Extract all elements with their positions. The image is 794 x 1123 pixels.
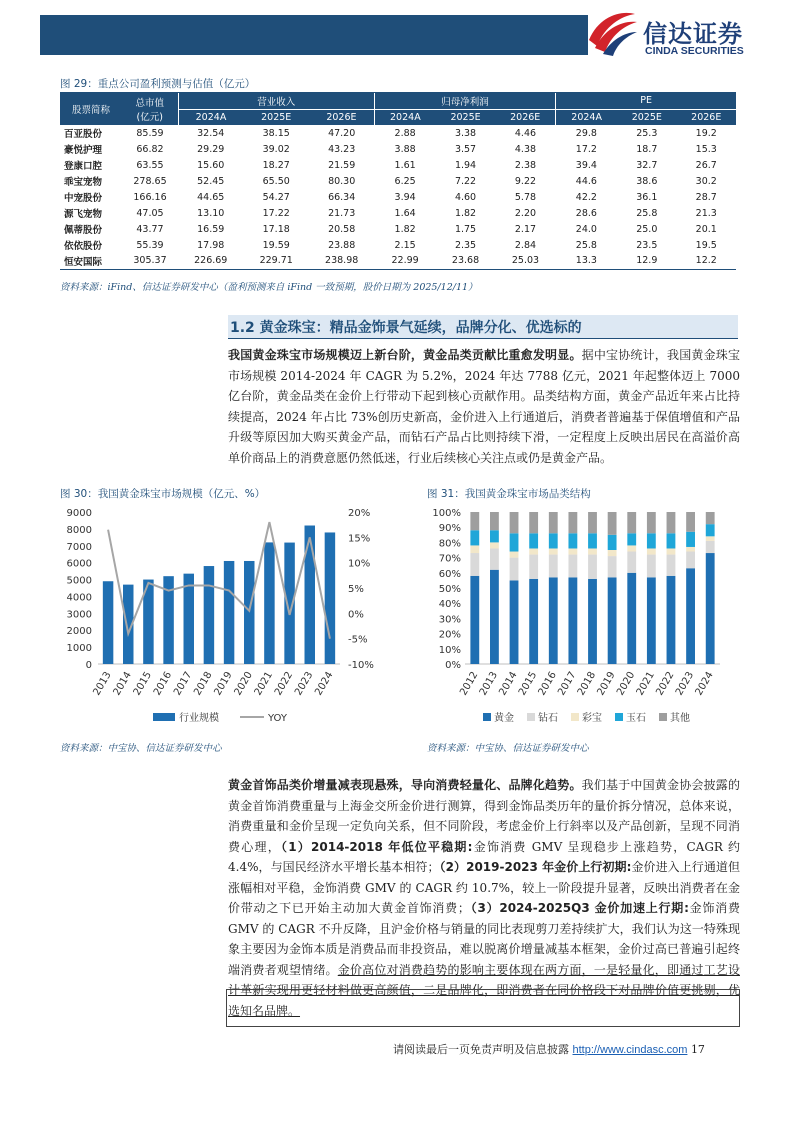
y-right-tick-label: 5% <box>348 584 364 595</box>
cell-rev: 54.27 <box>262 191 290 203</box>
para2-stage3: （3）2024-2025Q3 金价加速上行期: <box>469 901 689 915</box>
valuation-table <box>60 93 736 270</box>
cell-pe: 44.6 <box>575 175 597 187</box>
x-tick-label: 2023 <box>673 670 697 698</box>
fig30-source: 资料来源：中宝协、信达证券研发中心 <box>60 743 222 754</box>
bar-segment <box>667 576 676 664</box>
table-row <box>60 125 736 141</box>
th-year: 2026E <box>495 109 555 125</box>
cell-np: 7.22 <box>454 175 477 187</box>
cell-mcap: 63.55 <box>136 159 164 171</box>
bar-segment <box>647 533 656 548</box>
bar-segment <box>529 579 538 664</box>
fig31-source: 资料来源：中宝协、信达证券研发中心 <box>427 743 589 754</box>
cell-rev: 226.69 <box>178 253 243 269</box>
cell-rev: 80.30 <box>328 175 356 187</box>
category-structure-chart <box>425 500 740 728</box>
th-year: 2026E <box>677 109 736 125</box>
bar-segment <box>627 512 636 533</box>
x-tick-label: 2021 <box>252 670 276 698</box>
cell-pe: 18.7 <box>636 143 658 155</box>
cell-rev: 38.15 <box>262 127 290 139</box>
bar-segment <box>510 512 519 533</box>
cell-mcap: 278.65 <box>133 175 167 187</box>
bar-segment <box>470 512 479 530</box>
cell-pe: 19.2 <box>695 127 717 139</box>
cell-np: 2.15 <box>394 239 416 251</box>
bar-segment <box>490 570 499 664</box>
cell-rev: 20.58 <box>328 223 356 235</box>
bar-segment <box>510 580 519 664</box>
legend-label: YOY <box>268 713 287 724</box>
legend-label: 彩宝 <box>582 713 602 724</box>
cell-rev: 65.50 <box>262 175 290 187</box>
paragraph-gold-jewelry <box>228 775 740 1021</box>
table-row <box>60 189 736 205</box>
bar-segment <box>608 556 617 577</box>
bar-segment <box>667 555 676 576</box>
bar-segment <box>588 533 597 548</box>
cell-np: 2.88 <box>394 127 416 139</box>
y-left-tick-label: 6000 <box>66 558 92 570</box>
y-tick-label: 40% <box>438 599 461 611</box>
x-tick-label: 2020 <box>232 670 255 698</box>
cell-rev: 43.23 <box>328 143 356 155</box>
bar-segment <box>667 533 676 548</box>
x-tick-label: 2022 <box>272 670 296 698</box>
bar-segment <box>568 533 577 548</box>
bar-segment <box>470 553 479 576</box>
x-tick-label: 2016 <box>151 670 175 698</box>
bar-segment <box>647 548 656 554</box>
cell-mcap: 47.05 <box>136 207 164 219</box>
th-mcap-l2: (亿元) <box>136 112 163 123</box>
section-heading <box>228 315 738 339</box>
x-tick-label: 2020 <box>615 670 638 698</box>
x-tick-label: 2015 <box>131 670 155 698</box>
cell-name: 百亚股份 <box>64 129 103 140</box>
y-tick-label: 90% <box>438 523 461 535</box>
bar-segment <box>490 542 499 548</box>
table-row <box>60 205 736 221</box>
y-left-tick-label: 1000 <box>66 643 92 655</box>
th-mcap <box>122 93 178 125</box>
cell-pe: 24.0 <box>575 223 597 235</box>
cell-np: 2.38 <box>514 159 537 171</box>
y-right-tick-label: -10% <box>348 660 374 671</box>
cell-np: 9.22 <box>514 175 537 187</box>
y-tick-label: 80% <box>438 538 461 550</box>
bar-segment <box>588 579 597 664</box>
bar-segment <box>667 512 676 533</box>
cell-rev: 52.45 <box>197 175 225 187</box>
x-tick-label: 2013 <box>477 670 501 698</box>
y-left-tick-label: 7000 <box>66 541 92 553</box>
y-tick-label: 30% <box>438 614 461 626</box>
x-tick-label: 2014 <box>497 670 520 698</box>
bar-segment <box>706 512 715 524</box>
bar-segment <box>686 552 695 569</box>
bar-segment <box>549 533 558 548</box>
cell-np: 23.68 <box>436 253 495 269</box>
cell-mcap: 43.77 <box>136 223 164 235</box>
para2-highlight: 金价高位对消费趋势的影响主要体现在两方面，一是轻量化，即通过工艺设计革新实现用更轻材料做更高颜值，二是品牌化，即消费者在同价格段下对品牌价值更挑剔，优选知名品牌。 <box>228 962 740 1018</box>
bar-segment <box>510 533 519 551</box>
cell-pe: 26.7 <box>695 159 717 171</box>
cell-np: 1.61 <box>394 159 416 171</box>
bar-segment <box>608 550 617 556</box>
bar-segment <box>470 530 479 545</box>
cell-name: 依依股份 <box>64 241 103 252</box>
cell-rev: 23.88 <box>328 239 356 251</box>
footer <box>393 1041 705 1057</box>
highlight-box <box>226 989 740 1027</box>
legend-label: 钻石 <box>538 713 558 724</box>
cell-rev: 32.54 <box>197 127 225 139</box>
logo-text-en: CINDA SECURITIES <box>645 45 744 57</box>
paragraph-market-size <box>228 345 740 468</box>
bar-segment <box>608 577 617 664</box>
cell-rev: 19.59 <box>262 239 290 251</box>
x-tick-label: 2022 <box>654 670 677 698</box>
bar-segment <box>510 552 519 558</box>
cell-np: 2.17 <box>514 223 537 235</box>
bar-segment <box>490 548 499 569</box>
th-name: 股票简称 <box>60 93 122 125</box>
cell-np: 1.82 <box>394 223 416 235</box>
th-year: 2024A <box>178 109 243 125</box>
bar-segment <box>627 552 636 573</box>
bar-segment <box>627 573 636 664</box>
bar-segment <box>706 553 715 664</box>
cell-rev: 29.29 <box>197 143 225 155</box>
y-tick-label: 20% <box>438 629 461 641</box>
bar-segment <box>647 577 656 664</box>
bar-market-size <box>244 561 254 664</box>
legend-swatch <box>483 713 491 721</box>
fig30-title: 图 30：我国黄金珠宝市场规模（亿元、%） <box>60 488 266 500</box>
bar-segment <box>510 558 519 581</box>
bar-segment <box>588 555 597 579</box>
y-tick-label: 100% <box>432 508 461 519</box>
cell-pe: 19.5 <box>695 239 717 251</box>
th-year: 2025E <box>436 109 495 125</box>
cell-np: 2.20 <box>514 207 537 219</box>
bar-segment <box>706 541 715 553</box>
cell-rev: 13.10 <box>197 207 225 219</box>
bar-market-size <box>325 532 335 664</box>
para2-lead: 黄金首饰品类价增量减表现悬殊，导向消费轻量化、品牌化趋势。 <box>228 778 582 792</box>
cell-rev: 238.98 <box>309 253 374 269</box>
cell-name: 豪悦护理 <box>64 145 103 156</box>
cell-mcap: 55.39 <box>136 239 164 251</box>
cell-rev: 15.60 <box>197 159 225 171</box>
cell-np: 3.38 <box>454 127 477 139</box>
line-yoy <box>108 522 330 639</box>
cell-mcap: 166.16 <box>133 191 167 203</box>
cell-name: 恒安国际 <box>60 253 122 269</box>
y-tick-label: 10% <box>438 644 461 656</box>
cell-pe: 23.5 <box>636 239 658 251</box>
bar-segment <box>647 512 656 533</box>
cell-pe: 39.4 <box>575 159 597 171</box>
cell-pe: 12.9 <box>617 253 676 269</box>
bar-segment <box>686 568 695 664</box>
y-right-tick-label: -5% <box>348 634 368 646</box>
cell-np: 22.99 <box>374 253 435 269</box>
y-left-tick-label: 4000 <box>66 592 92 604</box>
x-tick-label: 2014 <box>111 670 134 698</box>
para2-text: 金价进入上行通道但涨幅相对平稳，金饰消费 GMV 的 CAGR 约 10.7%，较上一阶段提升显著，反映出消费者在金价带动之下已开始主动加大黄金首饰消费； <box>228 860 740 915</box>
cell-pe: 15.3 <box>695 143 717 155</box>
bar-market-size <box>204 566 214 664</box>
cell-name: 中宠股份 <box>64 193 103 204</box>
bar-segment <box>470 576 479 664</box>
bar-segment <box>529 533 538 548</box>
cell-rev: 18.27 <box>262 159 290 171</box>
legend-label: 其他 <box>670 713 690 724</box>
y-left-tick-label: 0 <box>85 660 92 671</box>
x-tick-label: 2018 <box>192 670 215 698</box>
bar-segment <box>529 512 538 533</box>
page-number: 17 <box>690 1043 705 1056</box>
market-size-chart <box>58 500 388 728</box>
cell-name: 登康口腔 <box>64 161 103 172</box>
bar-market-size <box>305 526 315 664</box>
cell-np: 6.25 <box>394 175 416 187</box>
bar-segment <box>686 547 695 552</box>
cell-np: 4.38 <box>514 143 537 155</box>
y-left-tick-label: 8000 <box>66 524 92 536</box>
table-row <box>60 157 736 173</box>
cell-pe: 28.6 <box>575 207 597 219</box>
y-tick-label: 60% <box>438 568 461 580</box>
bar-segment <box>627 533 636 545</box>
bar-segment <box>568 577 577 664</box>
cell-pe: 25.8 <box>636 207 658 219</box>
cell-pe: 25.8 <box>575 239 597 251</box>
bar-segment <box>549 512 558 533</box>
x-tick-label: 2023 <box>293 670 316 698</box>
th-net-profit: 归母净利润 <box>374 93 555 109</box>
x-tick-label: 2021 <box>634 670 657 698</box>
para1-lead: 我国黄金珠宝市场规模迈上新台阶，黄金品类贡献比重愈发明显。 <box>228 348 582 362</box>
cell-pe: 21.3 <box>695 207 717 219</box>
bar-market-size <box>264 542 274 664</box>
cell-np: 1.64 <box>394 207 416 219</box>
cell-name: 乖宝宠物 <box>64 177 103 188</box>
cell-rev: 47.20 <box>328 127 356 139</box>
legend-swatch <box>659 713 667 721</box>
th-mcap-l1: 总市值 <box>135 98 164 109</box>
y-tick-label: 50% <box>438 584 461 595</box>
x-tick-label: 2013 <box>91 670 114 698</box>
bar-segment <box>588 548 597 554</box>
cell-pe: 32.7 <box>636 159 658 171</box>
cell-rev: 17.22 <box>262 207 290 219</box>
cell-np: 1.94 <box>454 159 477 171</box>
th-revenue: 营业收入 <box>178 93 374 109</box>
cell-pe: 36.1 <box>636 191 658 203</box>
table-row <box>60 253 736 269</box>
bar-segment <box>647 555 656 578</box>
x-tick-label: 2018 <box>575 670 599 698</box>
bar-market-size <box>103 581 113 664</box>
cell-pe: 38.6 <box>636 175 658 187</box>
bar-segment <box>706 524 715 536</box>
cell-rev: 44.65 <box>197 191 225 203</box>
bar-segment <box>608 512 617 535</box>
para2-text: 金饰消费 GMV 呈现稳步上涨趋势，CAGR 约 4.4%，与国民经济水平增长基本相符； <box>228 839 740 874</box>
th-year: 2025E <box>243 109 308 125</box>
x-tick-label: 2017 <box>556 670 579 698</box>
bar-market-size <box>224 561 234 664</box>
cinda-logo <box>585 6 785 62</box>
bar-segment <box>568 512 577 533</box>
table-row <box>60 173 736 189</box>
legend-label: 玉石 <box>626 713 646 724</box>
y-right-tick-label: 20% <box>348 508 371 519</box>
legend-label: 黄金 <box>494 713 514 724</box>
x-tick-label: 2019 <box>595 670 618 698</box>
footer-link[interactable]: http://www.cindasc.com <box>572 1044 688 1056</box>
y-left-tick-label: 9000 <box>66 508 92 519</box>
cell-np: 3.94 <box>394 191 416 203</box>
legend-swatch <box>527 713 535 721</box>
cell-pe: 13.3 <box>556 253 617 269</box>
table-row <box>60 221 736 237</box>
bar-segment <box>470 545 479 553</box>
y-tick-label: 70% <box>438 553 461 565</box>
fig29-source: 资料来源：iFind、信达证券研发中心（盈利预测来自 iFind 一致预期，股价日期为 2025/12/11） <box>60 282 478 293</box>
legend-label: 行业规模 <box>179 713 219 724</box>
cell-pe: 30.2 <box>695 175 717 187</box>
bar-segment <box>529 555 538 579</box>
y-right-tick-label: 0% <box>348 609 364 621</box>
x-tick-label: 2024 <box>693 670 716 698</box>
th-year: 2024A <box>374 109 435 125</box>
cell-pe: 25.0 <box>636 223 658 235</box>
bar-segment <box>588 512 597 533</box>
bar-segment <box>686 532 695 547</box>
legend-swatch <box>571 713 579 721</box>
bar-segment <box>549 555 558 578</box>
cell-rev: 66.34 <box>328 191 356 203</box>
bar-segment <box>608 535 617 550</box>
cell-mcap: 85.59 <box>136 127 164 139</box>
cell-pe: 29.8 <box>575 127 597 139</box>
cell-rev: 17.98 <box>197 239 225 251</box>
para1-body: 据中宝协统计，我国黄金珠宝市场规模 2014-2024 年 CAGR 为 5.2%，2024 年达 7788 亿元，2021 年起整体迈上 7000 亿台阶，黄金品类在金价上行带动下起到核心贡献作用。品类结构方面，黄金产品近年来占比持续提高，2024 年占比 73%创历史新高，金价进入上行通道后，消费者普遍基于保值增值和产品升级等原因加大购买黄金产品，而钻石产品占比则持续下滑，一定程度上反映出居民在高溢价高单价商品上的消费意愿仍然低迷，行业后续核心关注点或仍是黄金产品。 <box>228 348 740 465</box>
para2-text: 我们基于中国黄金协会披露的黄金首饰消费重量与上海金交所金价进行测算，得到金饰品类历年的量价拆分情况，总体来说，消费重量和金价呈现一定负向关系，但不同阶段，考虑金价上行斜率以及产品创新，呈现不同消费心理， <box>228 778 740 854</box>
y-left-tick-label: 5000 <box>66 575 92 587</box>
x-tick-label: 2015 <box>516 670 540 698</box>
cell-pe: 42.2 <box>575 191 597 203</box>
cell-np: 25.03 <box>495 253 555 269</box>
cell-pe: 12.2 <box>677 253 736 269</box>
y-tick-label: 0% <box>445 660 461 671</box>
x-tick-label: 2019 <box>212 670 235 698</box>
cell-pe: 28.7 <box>695 191 717 203</box>
cell-mcap: 66.82 <box>136 143 164 155</box>
cell-np: 3.57 <box>454 143 477 155</box>
th-year: 2024A <box>556 109 617 125</box>
cell-rev: 16.59 <box>197 223 225 235</box>
legend-swatch-bar <box>153 713 175 721</box>
x-tick-label: 2012 <box>458 670 481 698</box>
logo-text-cn: 信达证券 <box>643 20 743 48</box>
cell-np: 2.35 <box>454 239 477 251</box>
th-year: 2026E <box>309 109 374 125</box>
cell-np: 2.84 <box>514 239 537 251</box>
table-row <box>60 141 736 157</box>
bar-segment <box>549 577 558 664</box>
cell-mcap: 305.37 <box>122 253 178 269</box>
cell-name: 源飞宠物 <box>64 209 103 220</box>
cell-rev: 21.59 <box>328 159 356 171</box>
para2-stage2: （2）2019-2023 年金价上行初期: <box>439 860 632 874</box>
y-left-tick-label: 2000 <box>66 626 92 638</box>
cell-rev: 17.18 <box>262 223 290 235</box>
bar-segment <box>568 548 577 554</box>
table-row <box>60 237 736 253</box>
cell-rev: 21.73 <box>328 207 356 219</box>
x-tick-label: 2016 <box>536 670 559 698</box>
cell-np: 4.60 <box>454 191 477 203</box>
bar-segment <box>529 548 538 554</box>
cell-pe: 17.2 <box>575 143 597 155</box>
bar-segment <box>490 530 499 542</box>
cell-rev: 39.02 <box>262 143 290 155</box>
bar-segment <box>686 512 695 532</box>
fig29-title: 图 29：重点公司盈利预测与估值（亿元） <box>60 78 256 90</box>
cell-pe: 20.1 <box>695 223 717 235</box>
fig31-title: 图 31：我国黄金珠宝市场品类结构 <box>427 488 591 500</box>
para2-text: 金饰消费 GMV 的 CAGR 不升反降，且沪金价格与销量的同比表现剪刀差持续扩大，我们认为这一特殊现象主要因为金饰本质是消费品而非投资品，难以脱离价增量减基本框架，金价过高已普遍引起终端消费者观望情绪。 <box>228 901 740 977</box>
cell-np: 1.82 <box>454 207 477 219</box>
x-tick-label: 2017 <box>172 670 195 698</box>
bar-segment <box>490 512 499 530</box>
bar-segment <box>706 536 715 541</box>
cell-pe: 25.3 <box>636 127 658 139</box>
x-tick-label: 2024 <box>313 670 336 698</box>
bar-segment <box>627 545 636 551</box>
cell-np: 4.46 <box>514 127 537 139</box>
y-right-tick-label: 10% <box>348 558 371 570</box>
cinda-logo-icon <box>585 6 639 58</box>
legend-swatch <box>615 713 623 721</box>
cell-np: 3.88 <box>394 143 416 155</box>
footer-disclaimer: 请阅读最后一页免责声明及信息披露 <box>393 1043 569 1056</box>
y-left-tick-label: 3000 <box>66 609 92 621</box>
bar-segment <box>568 555 577 578</box>
th-year: 2025E <box>617 109 676 125</box>
bar-segment <box>667 548 676 554</box>
cell-np: 5.78 <box>514 191 537 203</box>
section-title: 1.2 黄金珠宝：精品金饰景气延续，品牌分化、优选标的 <box>230 320 582 336</box>
para2-stage1: （1）2014-2018 年低位平稳期: <box>280 839 473 854</box>
bar-segment <box>549 548 558 554</box>
cell-np: 1.75 <box>454 223 477 235</box>
cell-rev: 229.71 <box>243 253 308 269</box>
y-right-tick-label: 15% <box>348 533 371 545</box>
cell-name: 佩蒂股份 <box>64 225 103 236</box>
th-pe: PE <box>556 93 736 109</box>
header-banner <box>40 15 588 55</box>
